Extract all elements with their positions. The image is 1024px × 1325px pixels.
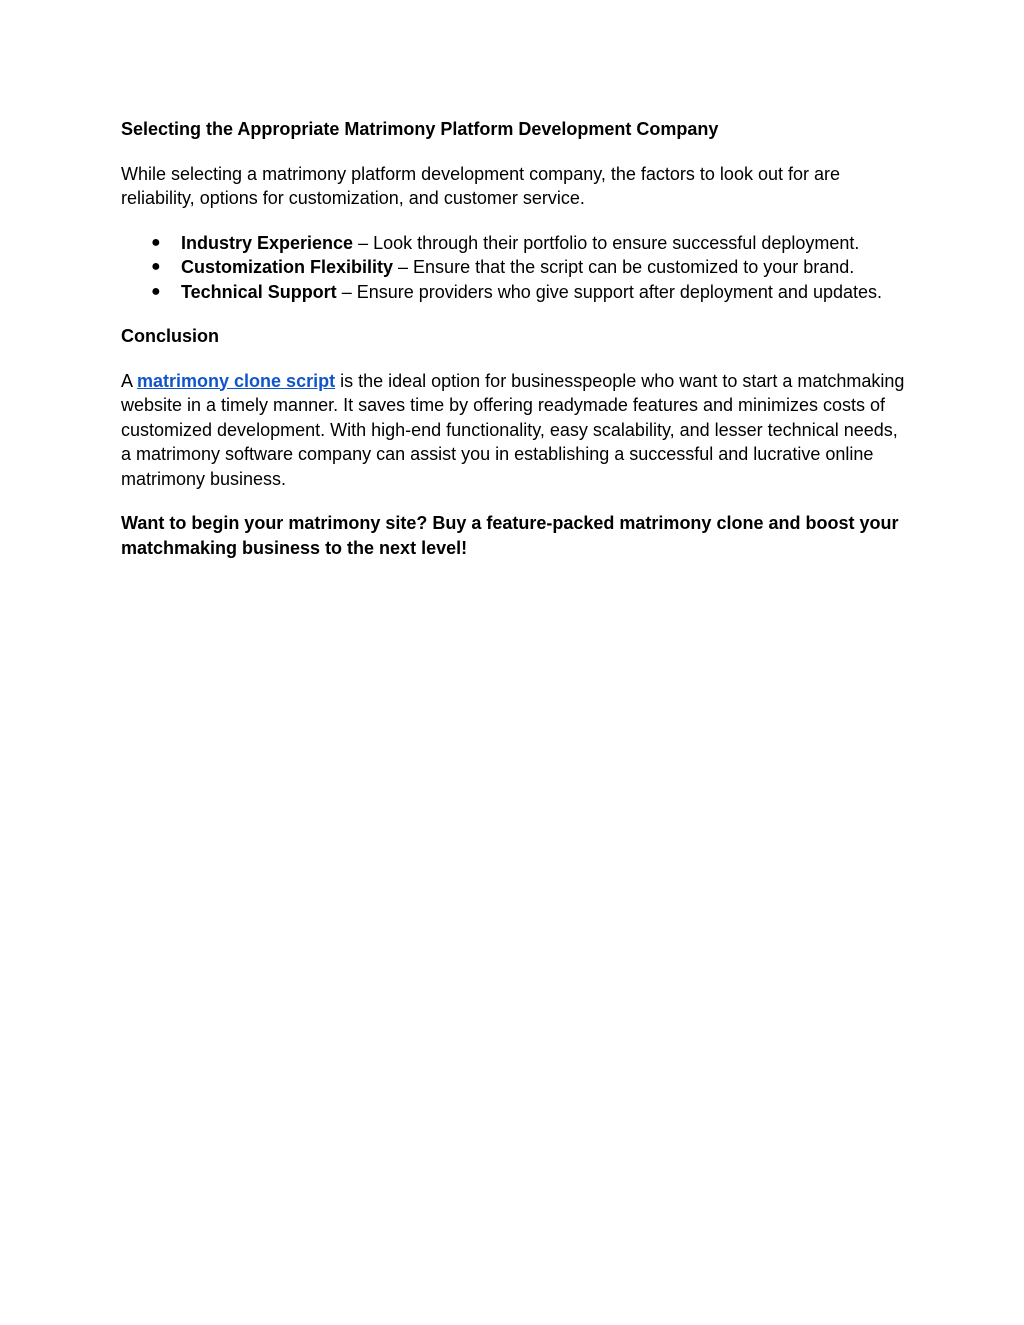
factor-list	[121, 231, 911, 305]
call-to-action: Want to begin your matrimony site? Buy a feature-packed matrimony clone and boost your matchmaking business to the next level!	[121, 513, 899, 558]
bullet-icon: ●	[151, 282, 161, 300]
list-item-term: Industry Experience	[181, 232, 354, 253]
list-item-description: – Ensure that the script can be customized to your brand.	[393, 257, 855, 277]
bullet-icon: ●	[151, 233, 161, 251]
list-item-term: Customization Flexibility	[181, 257, 394, 277]
document-body	[121, 117, 911, 560]
conclusion-paragraph	[121, 369, 911, 492]
list-item	[121, 231, 911, 256]
list-item	[121, 280, 911, 305]
list-item-description: – Look through their portfolio to ensure successful deployment.	[353, 232, 860, 253]
section-heading: Selecting the Appropriate Matrimony Platform Development Company	[121, 119, 719, 139]
conclusion-heading: Conclusion	[121, 326, 219, 346]
list-item-description: – Ensure providers who give support after deployment and updates.	[336, 281, 883, 302]
list-item	[121, 255, 911, 280]
list-item-term: Technical Support	[181, 281, 337, 302]
matrimony-clone-script-link[interactable]: matrimony clone script	[137, 370, 336, 391]
conclusion-body: is the ideal option for businesspeople who want to start a matchmaking website in a timely manner. It saves time by offering readymade features and minimizes costs of customized development. With high-end functionality, easy scalability, and lesser technical needs, a matrimony software company can assist you in establishing a successful and lucrative online matrimony business.	[121, 370, 905, 489]
bullet-icon: ●	[151, 258, 161, 275]
intro-paragraph: While selecting a matrimony platform development company, the factors to look out for are reliability, options for customization, and customer service.	[121, 163, 840, 208]
conclusion-prefix: A	[121, 370, 138, 391]
